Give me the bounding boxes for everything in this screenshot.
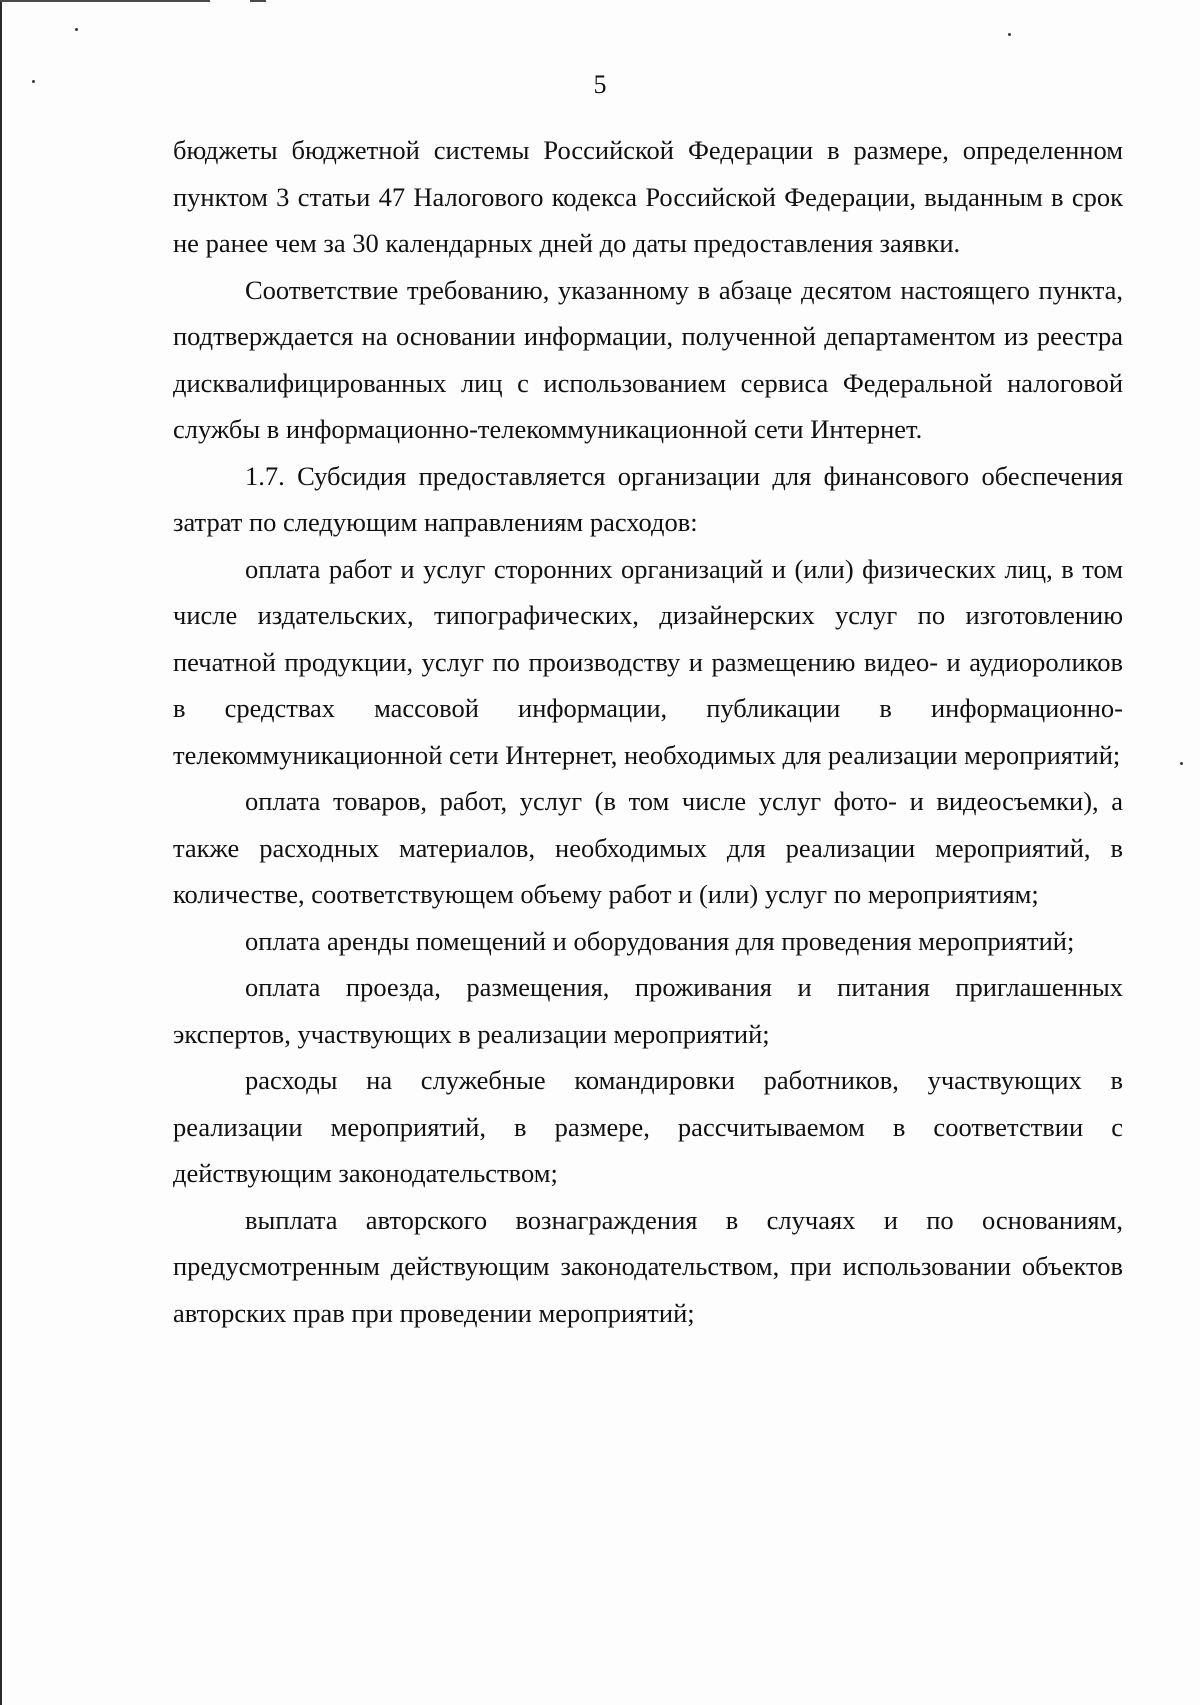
page-number: 5 (593, 70, 607, 99)
document-body (173, 127, 1123, 1336)
scan-edge-top-fragment (250, 0, 266, 2)
scan-edge-left (0, 0, 2, 1705)
paragraph: оплата проезда, размещения, проживания и питания приглашенных экспертов, участвующих в реализации мероприятий; (173, 972, 1123, 1049)
paragraph: Соответствие требованию, указанному в абзаце десятом настоящего пункта, подтверждается на основании информации, полученной департаментом из реестра дисквалифицированных лиц с использованием сервиса Федеральной налоговой службы в информационно-телекоммуникационной сети Интернет. (173, 274, 1123, 444)
paragraph: выплата авторского вознаграждения в случаях и по основаниям, предусмотренным действующим законодательством, при использовании объектов авторских прав при проведении мероприятий; (173, 1204, 1123, 1328)
scan-edge-top (0, 0, 210, 2)
scan-speck (1008, 33, 1011, 36)
paragraph: расходы на служебные командировки работников, участвующих в реализации мероприятий, в размере, рассчитываемом в соответствии с действующим законодательством; (173, 1065, 1123, 1188)
scan-speck (1180, 762, 1183, 765)
paragraph: оплата работ и услуг сторонних организаций и (или) физических лиц, в том числе издательских, типографических, дизайнерских услуг по изготовлению печатной продукции, услуг по производству и размещению видео- и аудиороликов в средствах массовой информации, публикации в информационно-телекоммуникационной сети Интернет, необходимых для реализации мероприятий; (173, 553, 1123, 770)
paragraph: бюджеты бюджетной системы Российской Федерации в размере, определенном пунктом 3 статьи 47 Налогового кодекса Российской Федерации, выданным в срок не ранее чем за 30 календарных дней до даты предоставления заявки. (173, 135, 1123, 258)
paragraph: оплата аренды помещений и оборудования для проведения мероприятий; (245, 925, 1075, 956)
scan-speck (75, 28, 78, 31)
paragraph: 1.7. Субсидия предоставляется организации для финансового обеспечения затрат по следующим направлениям расходов: (173, 460, 1123, 537)
paragraph: оплата товаров, работ, услуг (в том числе услуг фото- и видеосъемки), а также расходных материалов, необходимых для реализации мероприятий, в количестве, соответствующем объему работ и (или) услуг по мероприятиям; (173, 786, 1123, 909)
